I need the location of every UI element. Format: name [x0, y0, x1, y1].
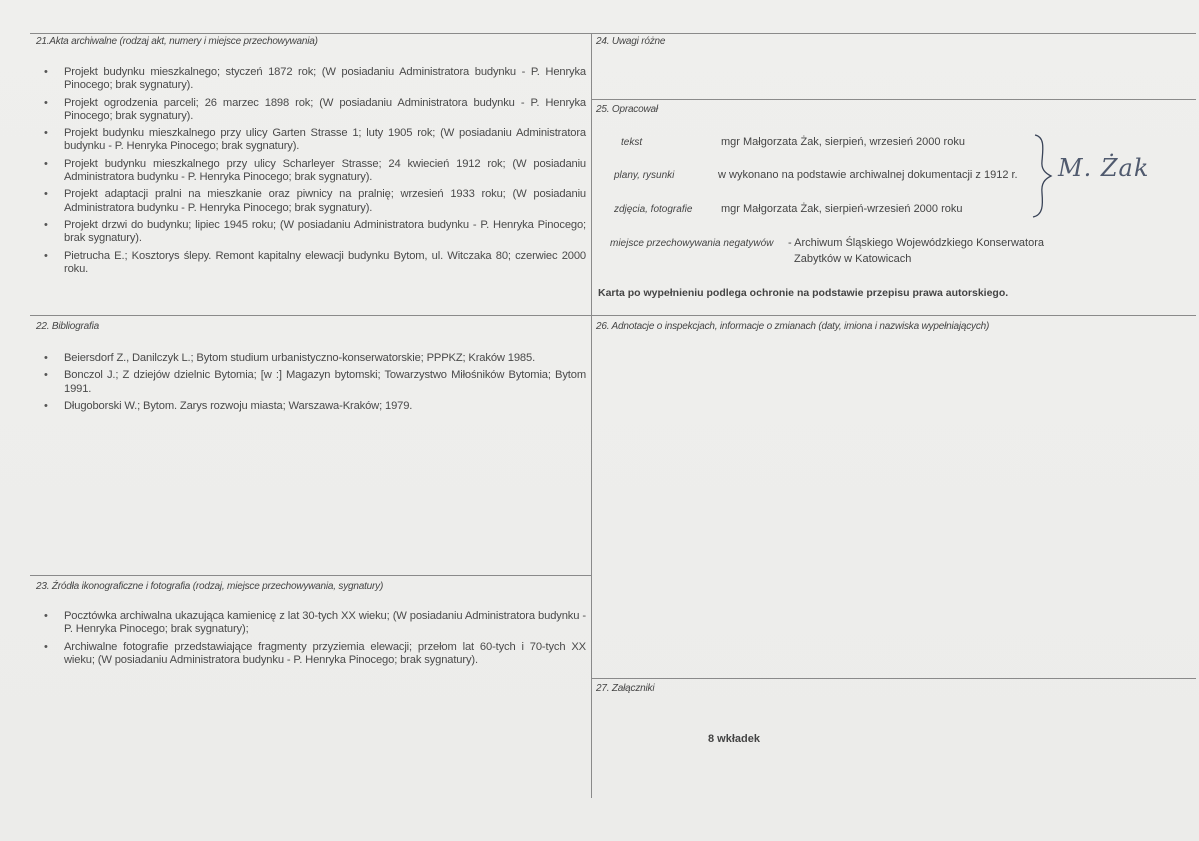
row-value: mgr Małgorzata Żak, sierpień-wrzesień 2000 roku: [721, 203, 963, 215]
divider-22-23: [30, 575, 591, 576]
section-bibliography: [36, 321, 586, 417]
bibliography-list: [36, 352, 586, 413]
negatives-storage-row: [596, 237, 1186, 269]
list-item: • Projekt adaptacji pralni na mieszkanie oraz piwnicy na pralnię; wrzesień 1933 roku; (W posiadaniu Administratora budynku - P. Henryka Pinocego; brak sygnatury).: [36, 188, 586, 215]
row-label: miejsce przechowywania negatywów: [610, 238, 774, 249]
copyright-note: Karta po wypełnieniu podlega ochronie na podstawie przepisu prawa autorskiego.: [598, 287, 1009, 299]
section-title: 24. Uwagi różne: [596, 36, 666, 47]
row-value: mgr Małgorzata Żak, sierpień, wrzesień 2000 roku: [721, 136, 965, 148]
list-item: • Projekt ogrodzenia parceli; 26 marzec 1898 rok; (W posiadaniu Administratora budynku - P. Henryka Pinocego; brak sygnatury).: [36, 97, 586, 124]
list-item: • Długoborski W.; Bytom. Zarys rozwoju miasta; Warszawa-Kraków; 1979.: [36, 400, 586, 413]
divider-21-22: [30, 315, 591, 316]
section-title: 21.Akta archiwalne (rodzaj akt, numery i miejsce przechowywania): [36, 36, 318, 47]
list-item: • Projekt budynku mieszkalnego przy ulicy Garten Strasse 1; luty 1905 rok; (W posiadaniu Administratora budynku - P. Henryka Pinocego; brak sygnatury).: [36, 127, 586, 154]
section-archival-records: [36, 36, 586, 280]
list-item: • Projekt budynku mieszkalnego; styczeń 1872 rok; (W posiadaniu Administratora budynku - P. Henryka Pinocego; brak sygnatury).: [36, 66, 586, 93]
section-remarks: [596, 36, 1191, 47]
prepared-row-text: [596, 136, 1056, 150]
handwritten-signature: M. Żak: [1058, 154, 1150, 182]
row-value: w wykonano na podstawie archiwalnej dokumentacji z 1912 r.: [718, 169, 1018, 181]
list-item: • Pietrucha E.; Kosztorys ślepy. Remont kapitalny elewacji budynku Bytom, ul. Witczaka 80; czerwiec 2000 roku.: [36, 250, 586, 277]
list-item: • Projekt drzwi do budynku; lipiec 1945 roku; (W posiadaniu Administratora budynku - P. Henryka Pinocego; brak sygnatury).: [36, 219, 586, 246]
row-value-continued: Zabytków w Katowicach: [794, 253, 912, 265]
list-item: • Bonczol J.; Z dziejów dzielnic Bytomia; [w :] Magazyn bytomski; Towarzystwo Miłośników Bytomia; Bytom 1991.: [36, 369, 586, 396]
section-title: 23. Źródła ikonograficzne i fotografia (rodzaj, miejsce przechowywania, sygnatury): [36, 581, 384, 592]
prepared-row-photos: [596, 203, 1056, 217]
attachments-count: 8 wkładek: [708, 733, 760, 745]
section-prepared-by: [596, 104, 1191, 314]
list-item: • Beiersdorf Z., Danilczyk L.; Bytom studium urbanistyczno-konserwatorskie; PPPKZ; Kraków 1985.: [36, 352, 586, 365]
prepared-row-drawings: [596, 169, 1056, 183]
section-attachments: [596, 683, 1191, 793]
section-title: 26. Adnotacje o inspekcjach, informacje o zmianach (daty, imiona i nazwiska wypełniających): [596, 321, 990, 332]
section-inspection-notes: [596, 321, 1191, 332]
row-label: tekst: [621, 137, 643, 148]
divider-24-25: [591, 99, 1196, 100]
center-divider: [591, 33, 592, 798]
list-item: • Projekt budynku mieszkalnego przy ulicy Scharleyer Strasse; 24 kwiecień 1912 rok; (W posiadaniu Administratora budynku - P. Henryka Pinocego; brak sygnatury).: [36, 158, 586, 185]
iconographic-sources-list: [36, 610, 586, 667]
list-item: • Pocztówka archiwalna ukazująca kamienicę z lat 30-tych XX wieku; (W posiadaniu Administratora budynku - P. Henryka Pinocego; brak sygnatury);: [36, 610, 586, 637]
top-border: [30, 33, 1196, 34]
form-frame: [30, 30, 1196, 798]
section-iconographic-sources: [36, 581, 586, 671]
section-title: 22. Bibliografia: [36, 321, 99, 332]
divider-26-27: [591, 678, 1196, 679]
row-label: plany, rysunki: [614, 170, 675, 181]
archival-records-list: [36, 66, 586, 276]
divider-25-26: [591, 315, 1196, 316]
bracket-mark: [1029, 131, 1059, 221]
section-title: 27. Załączniki: [596, 683, 655, 694]
row-label: zdjęcia, fotografie: [614, 204, 693, 215]
list-item: • Archiwalne fotografie przedstawiające fragmenty przyziemia elewacji; przełom lat 60-tych i 70-tych XX wieku; (W posiadaniu Administratora budynku - P. Henryka Pinocego; brak sygnatury).: [36, 641, 586, 668]
row-value: - Archiwum Śląskiego Wojewódzkiego Konserwatora: [788, 237, 1044, 249]
section-title: 25. Opracował: [596, 104, 658, 115]
